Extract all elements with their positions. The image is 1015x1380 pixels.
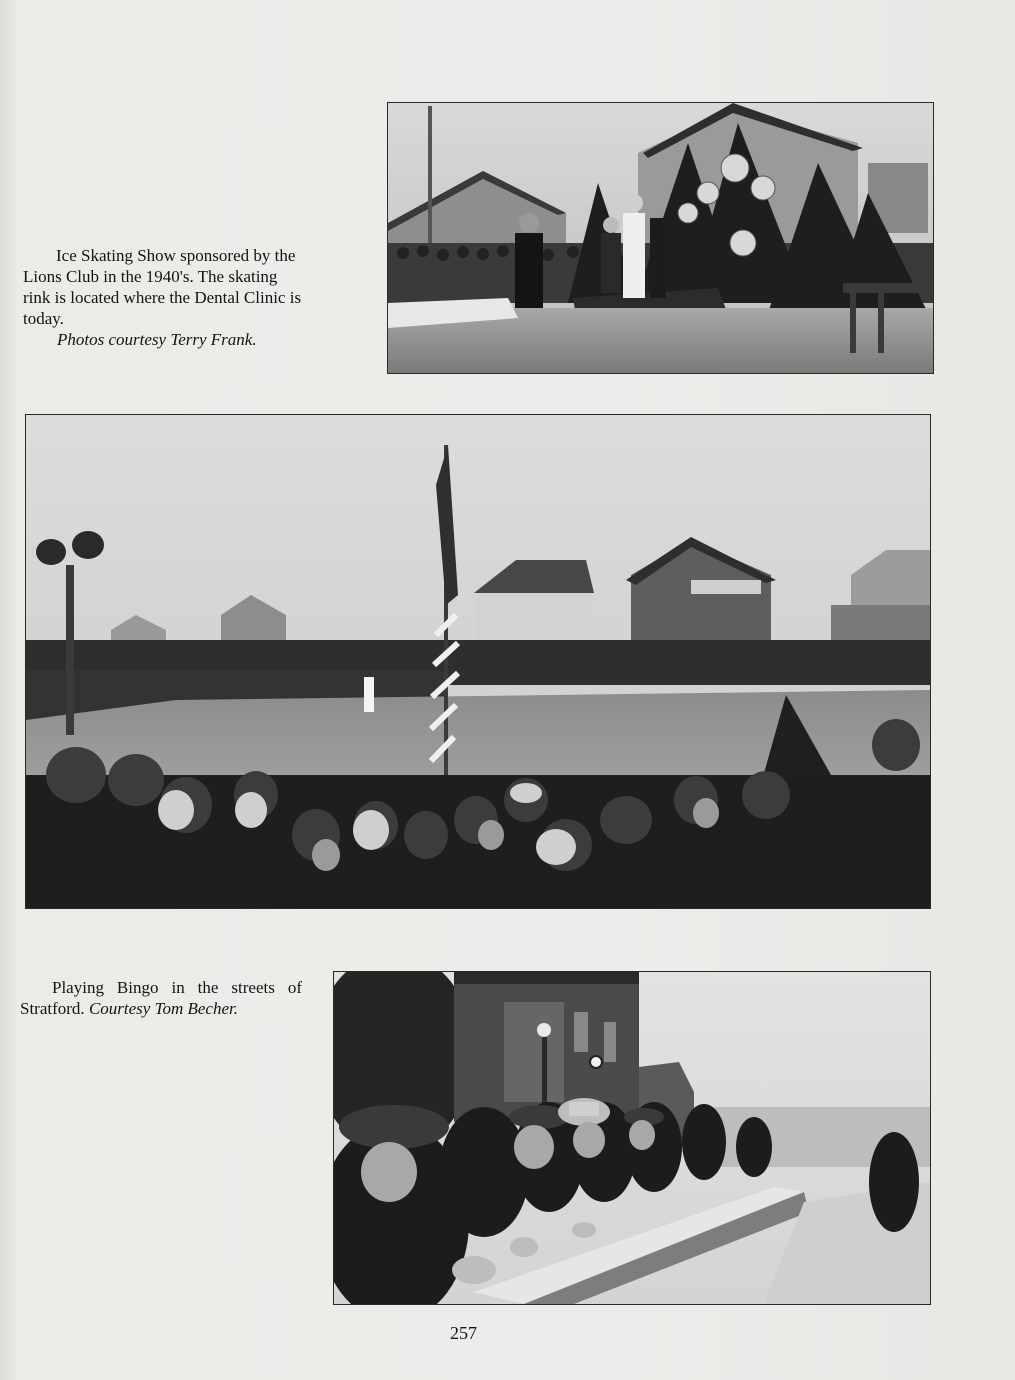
bingo-photo-image: [334, 972, 930, 1304]
ice-skating-photo-credit: Photos courtesy Terry Frank.: [57, 330, 257, 349]
ice-skating-show-stage-photo: [387, 102, 934, 374]
bingo-caption: [20, 977, 302, 1019]
ice-skating-caption-text: Ice Skating Show sponsored by the Lions Club in the 1940's. The skating rink is located where the Dental Clinic is today.: [23, 246, 302, 328]
stage-photo-image: [388, 103, 933, 373]
bingo-photo-credit: Courtesy Tom Becher.: [88, 999, 238, 1018]
bingo-caption-text: Playing Bingo in the streets of Stratford.: [20, 978, 302, 1018]
page-number: 257: [450, 1323, 477, 1343]
rink-photo-image: [26, 415, 930, 908]
skating-rink-crowd-photo: [25, 414, 931, 909]
street-bingo-photo: [333, 971, 931, 1305]
ice-skating-caption: [23, 245, 303, 350]
